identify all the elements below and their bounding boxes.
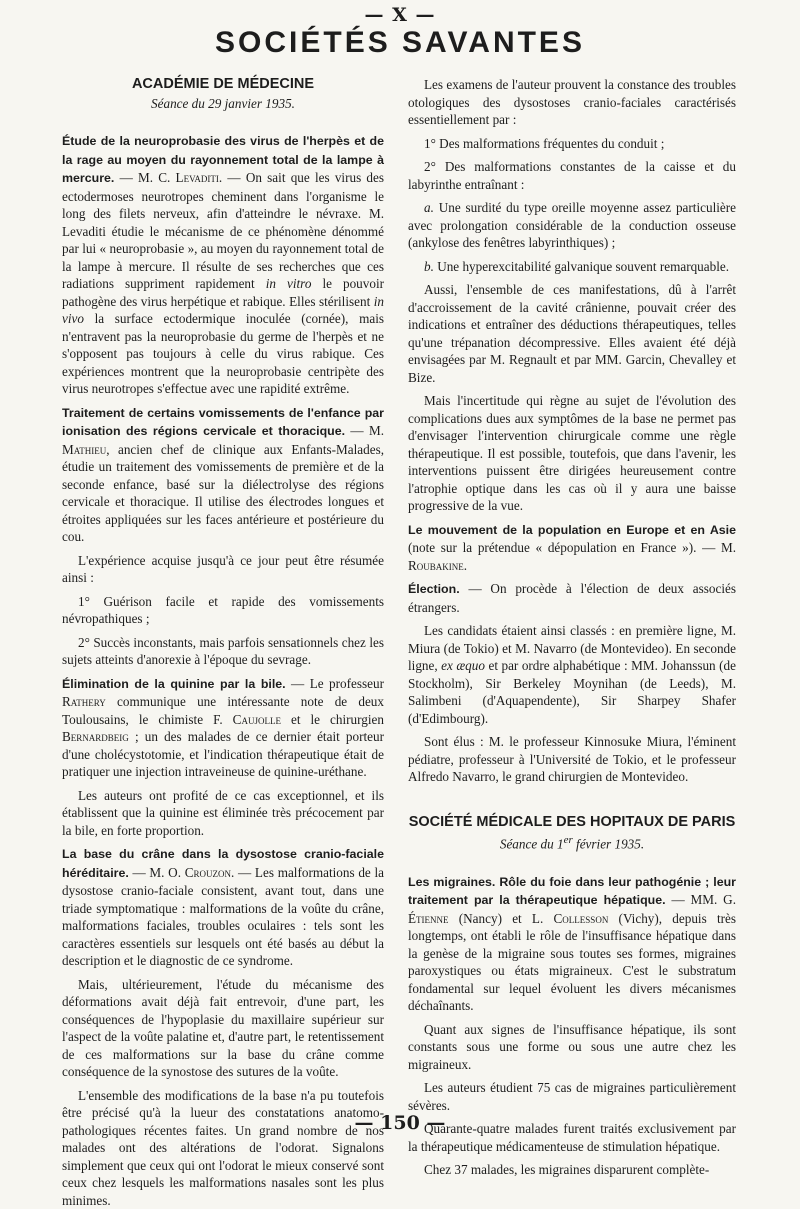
person-name: Collesson: [554, 911, 609, 926]
article-population: [408, 521, 736, 575]
article-quinine: [62, 675, 384, 781]
paragraph: Chez 37 malades, les migraines disparurent complète-: [408, 1161, 736, 1179]
paragraph: Quarante-quatre malades furent traités exclusivement par la thérapeutique médicamenteuse de stimulation hépatique.: [408, 1120, 736, 1155]
list-item: [408, 258, 736, 276]
person-name: Bernardbeig: [62, 729, 129, 744]
article-text: ancien chef de clinique aux Enfants-Malades, étudie un traitement des vomissements de première et de la seconde enfance, basé sur la diélectrolyse des régions cervicale et thoracique. Il utilise des électrodes longues et étroites appliquées sur les faces antérieure et postérieure du cou.: [62, 442, 384, 545]
article-lead: Traitement de certains vomissements de l'enfance par ionisation des régions cervicale et thoracique.: [62, 406, 384, 439]
article-text: Les candidats étaient ainsi classés : en première ligne, M. Miura (de Tokio) et M. Navarro (de Montevideo). En seconde ligne,: [408, 623, 736, 673]
paragraph: L'expérience acquise jusqu'à ce jour peut être résumée ainsi :: [62, 552, 384, 587]
paragraph: 1° Guérison facile et rapide des vomissements névropathiques ;: [62, 593, 384, 628]
article-vomissements: [62, 404, 384, 546]
person-name: Caujolle: [233, 712, 281, 727]
list-item: 1° Des malformations fréquentes du conduit ;: [408, 135, 736, 153]
article-text: communique une intéressante note de deux Toulousains, le chimiste F.: [62, 694, 384, 727]
italic-term: in vivo: [62, 294, 384, 327]
article-text: ; un des malades de ce dernier était porteur d'une cholécystotomie, et l'indication thérapeutique était de pratiquer une injection intraveineuse de quinine-uréthane.: [62, 729, 384, 779]
article-text: — On procède à l'élection de deux associés étrangers.: [408, 581, 736, 615]
subtitle-text: Séance du 1: [500, 836, 564, 851]
article-lead: Le mouvement de la population en Europe et en Asie: [408, 523, 736, 537]
paragraph: Sont élus : M. le professeur Kinnosuke Miura, l'éminent pédiatre, professeur à l'Université de Tokio, et le professeur Alfredo Navarro, le grand chirurgien de Montevideo.: [408, 733, 736, 786]
paragraph: Les examens de l'auteur prouvent la constance des troubles otologiques des dysostoses cranio-faciales caractérisés essentiellement par :: [408, 76, 736, 129]
article-text: et le chirurgien: [281, 712, 384, 727]
section-title-academie: ACADÉMIE DE MÉDECINE: [62, 76, 384, 94]
page-title: SOCIÉTÉS SAVANTES: [0, 26, 800, 60]
article-lead: Les migraines. Rôle du foie dans leur pathogénie ; leur traitement par la thérapeutique hépatique.: [408, 875, 736, 908]
italic-term: in vitro: [266, 276, 312, 291]
list-item: [408, 199, 736, 252]
article-text: et par ordre alphabétique : MM. Johanssun (de Stockholm), Sir Berkeley Moynihan (de Leeds), M. Salimbeni (d'Aquapendente), Sir Sharpey Shafer (d'Edimbourg).: [408, 658, 736, 726]
article-text: (Nancy) et L.: [449, 911, 554, 926]
person-name: Rathery: [62, 694, 106, 709]
paragraph: Quant aux signes de l'insuffisance hépatique, ils sont constants sous une forme ou sous une autre chez les migraineux.: [408, 1021, 736, 1074]
page-marker: — X —: [0, 4, 800, 26]
subtitle-sup: er: [564, 834, 573, 846]
article-text: — Le professeur: [286, 676, 384, 691]
paragraph: Mais l'incertitude qui règne au sujet de l'évolution des complications dues aux symptômes de la base ne permet pas d'envisager l'intervention chirurgicale comme une règle thérapeutique. Il est possible, toutefois, que dans l'avenir, les interventions puissent être dirigées heureusement contre l'atrophie optique dans les cas où il y aura une baisse progressive de la vue.: [408, 392, 736, 515]
section-title-hopitaux: SOCIÉTÉ MÉDICALE DES HOPITAUX DE PARIS: [408, 814, 736, 832]
person-name: Étienne: [408, 911, 449, 926]
article-lead: Étude de la neuroprobasie des virus de l'herpès et de la rage au moyen du rayonnement total de la lampe à mercure.: [62, 134, 384, 185]
list-marker: a.: [424, 200, 434, 215]
article-dysostose: [62, 845, 384, 970]
article-lead: La base du crâne dans la dysostose cranio-faciale héréditaire.: [62, 847, 384, 880]
article-text: — Les malformations de la dysostose cranio-faciale consistent, avant tout, dans une triade symptomatique : malformations de la voûte du crâne, malformations faciales, troubles oculaires : tels sont les caractères essentiels sur lesquels ont été basés au début la description et le diagnostic de ce syndrome.: [62, 865, 384, 969]
paragraph: Aussi, l'ensemble de ces manifestations, dû à l'arrêt d'accroissement de la cavité crânienne, pouvait créer des indications et entraîner des déductions thérapeutiques, telles qu'une trépanation décompressive. Elles avaient été déjà envisagées par M. Regnault et par MM. Garcin, Chevalley et Bize.: [408, 281, 736, 386]
list-text: Une hyperexcitabilité galvanique souvent remarquable.: [434, 259, 729, 274]
section-subtitle-hopitaux: [408, 832, 736, 853]
article-text: — MM. G.: [666, 892, 736, 907]
article-text: .: [464, 558, 467, 573]
article-migraines: [408, 873, 736, 1015]
article-text: — On sait que les virus des ectodermoses neurotropes cheminent dans l'organisme le long des filets nerveux, afin d'atteindre le névraxe. M. Levaditi étudie le mécanisme de ce phénomène dénommé par lui « neuroprobasie », au moyen du rayonnement total de la lampe à mercure. Il résulte de ses recherches que ces radiations suppriment rapidement: [62, 170, 384, 291]
article-author: — M. C. Levaditi.: [114, 170, 222, 185]
paragraph: L'ensemble des modifications de la base n'a pu toutefois être précisé qu'à la lueur des constatations anatomo-pathologiques récentes faites. Un grand nombre de nos malades ont des altérations de l'odorat. Signalons simplement que ceux qui ont l'odorat le mieux conservé sont ceux chez lesquels les malformations nasales sont les plus minimes.: [62, 1087, 384, 1209]
subtitle-text: février 1935.: [573, 836, 644, 851]
article-neuroprobasie: [62, 132, 384, 398]
paragraph: Mais, ultérieurement, l'étude du mécanisme des déformations avait déjà fait entrevoir, d'une part, les conséquences de l'hypoplasie du maxillaire supérieur sur l'aspect de la voûte palatine et, d'autre part, le retentissement de ces malformations sur la base du crâne comme conséquence de la synostose des sutures de la voûte.: [62, 976, 384, 1081]
article-text: le pouvoir pathogène des virus herpétique et rabique. Elles stérilisent: [62, 276, 384, 309]
article-author: — M. Mathieu,: [62, 423, 384, 457]
article-text: la surface ectodermique inoculée (cornée), mais n'entravent pas la neuroprobasie du germe de l'herpès et ne s'opposent pas toujours à celle du virus rabique. Ces expériences montrent que la neuroprobasie centripète des virus neurotropes s'effectue avec une rapidité extrême.: [62, 311, 384, 396]
list-text: Une surdité du type oreille moyenne assez particulière avec prolongation considérable de la conduction osseuse (ankylose des fenêtres labyrinthiques) ;: [408, 200, 736, 250]
right-column: [408, 76, 736, 1096]
page-number: — 150 —: [0, 1112, 800, 1134]
paragraph: Les auteurs ont profité de ce cas exceptionnel, et ils établissent que la quinine est éliminée très précocement par la bile, en forte proportion.: [62, 787, 384, 840]
article-election: [408, 580, 736, 616]
paragraph: Les auteurs étudient 75 cas de migraines particulièrement sévères.: [408, 1079, 736, 1114]
paragraph: 2° Succès inconstants, mais parfois sensationnels chez les sujets atteints d'anorexie à l'époque du sevrage.: [62, 634, 384, 669]
paragraph: [408, 622, 736, 727]
left-column: [62, 76, 384, 1096]
person-name: Roubakine: [408, 558, 464, 573]
article-lead: Élection.: [408, 582, 460, 596]
list-item: 2° Des malformations constantes de la caisse et du labyrinthe entraînant :: [408, 158, 736, 193]
article-text: (Vichy), depuis très longtemps, ont établi le rôle de l'insuffisance hépatique dans la genèse de la migraine sous toutes ses formes, migraines paroxystiques ou états migraineux. C'est le substratum fondamental sur lequel évoluent les divers mécanismes déchaînants.: [408, 911, 736, 1014]
article-author: — M. O. Crouzon.: [129, 865, 235, 880]
section-subtitle-academie: Séance du 29 janvier 1935.: [62, 95, 384, 113]
article-text: (note sur la prétendue « dépopulation en France »). — M.: [408, 540, 736, 555]
article-lead: Élimination de la quinine par la bile.: [62, 677, 286, 691]
list-marker: b.: [424, 259, 434, 274]
italic-term: ex æquo: [441, 658, 485, 673]
